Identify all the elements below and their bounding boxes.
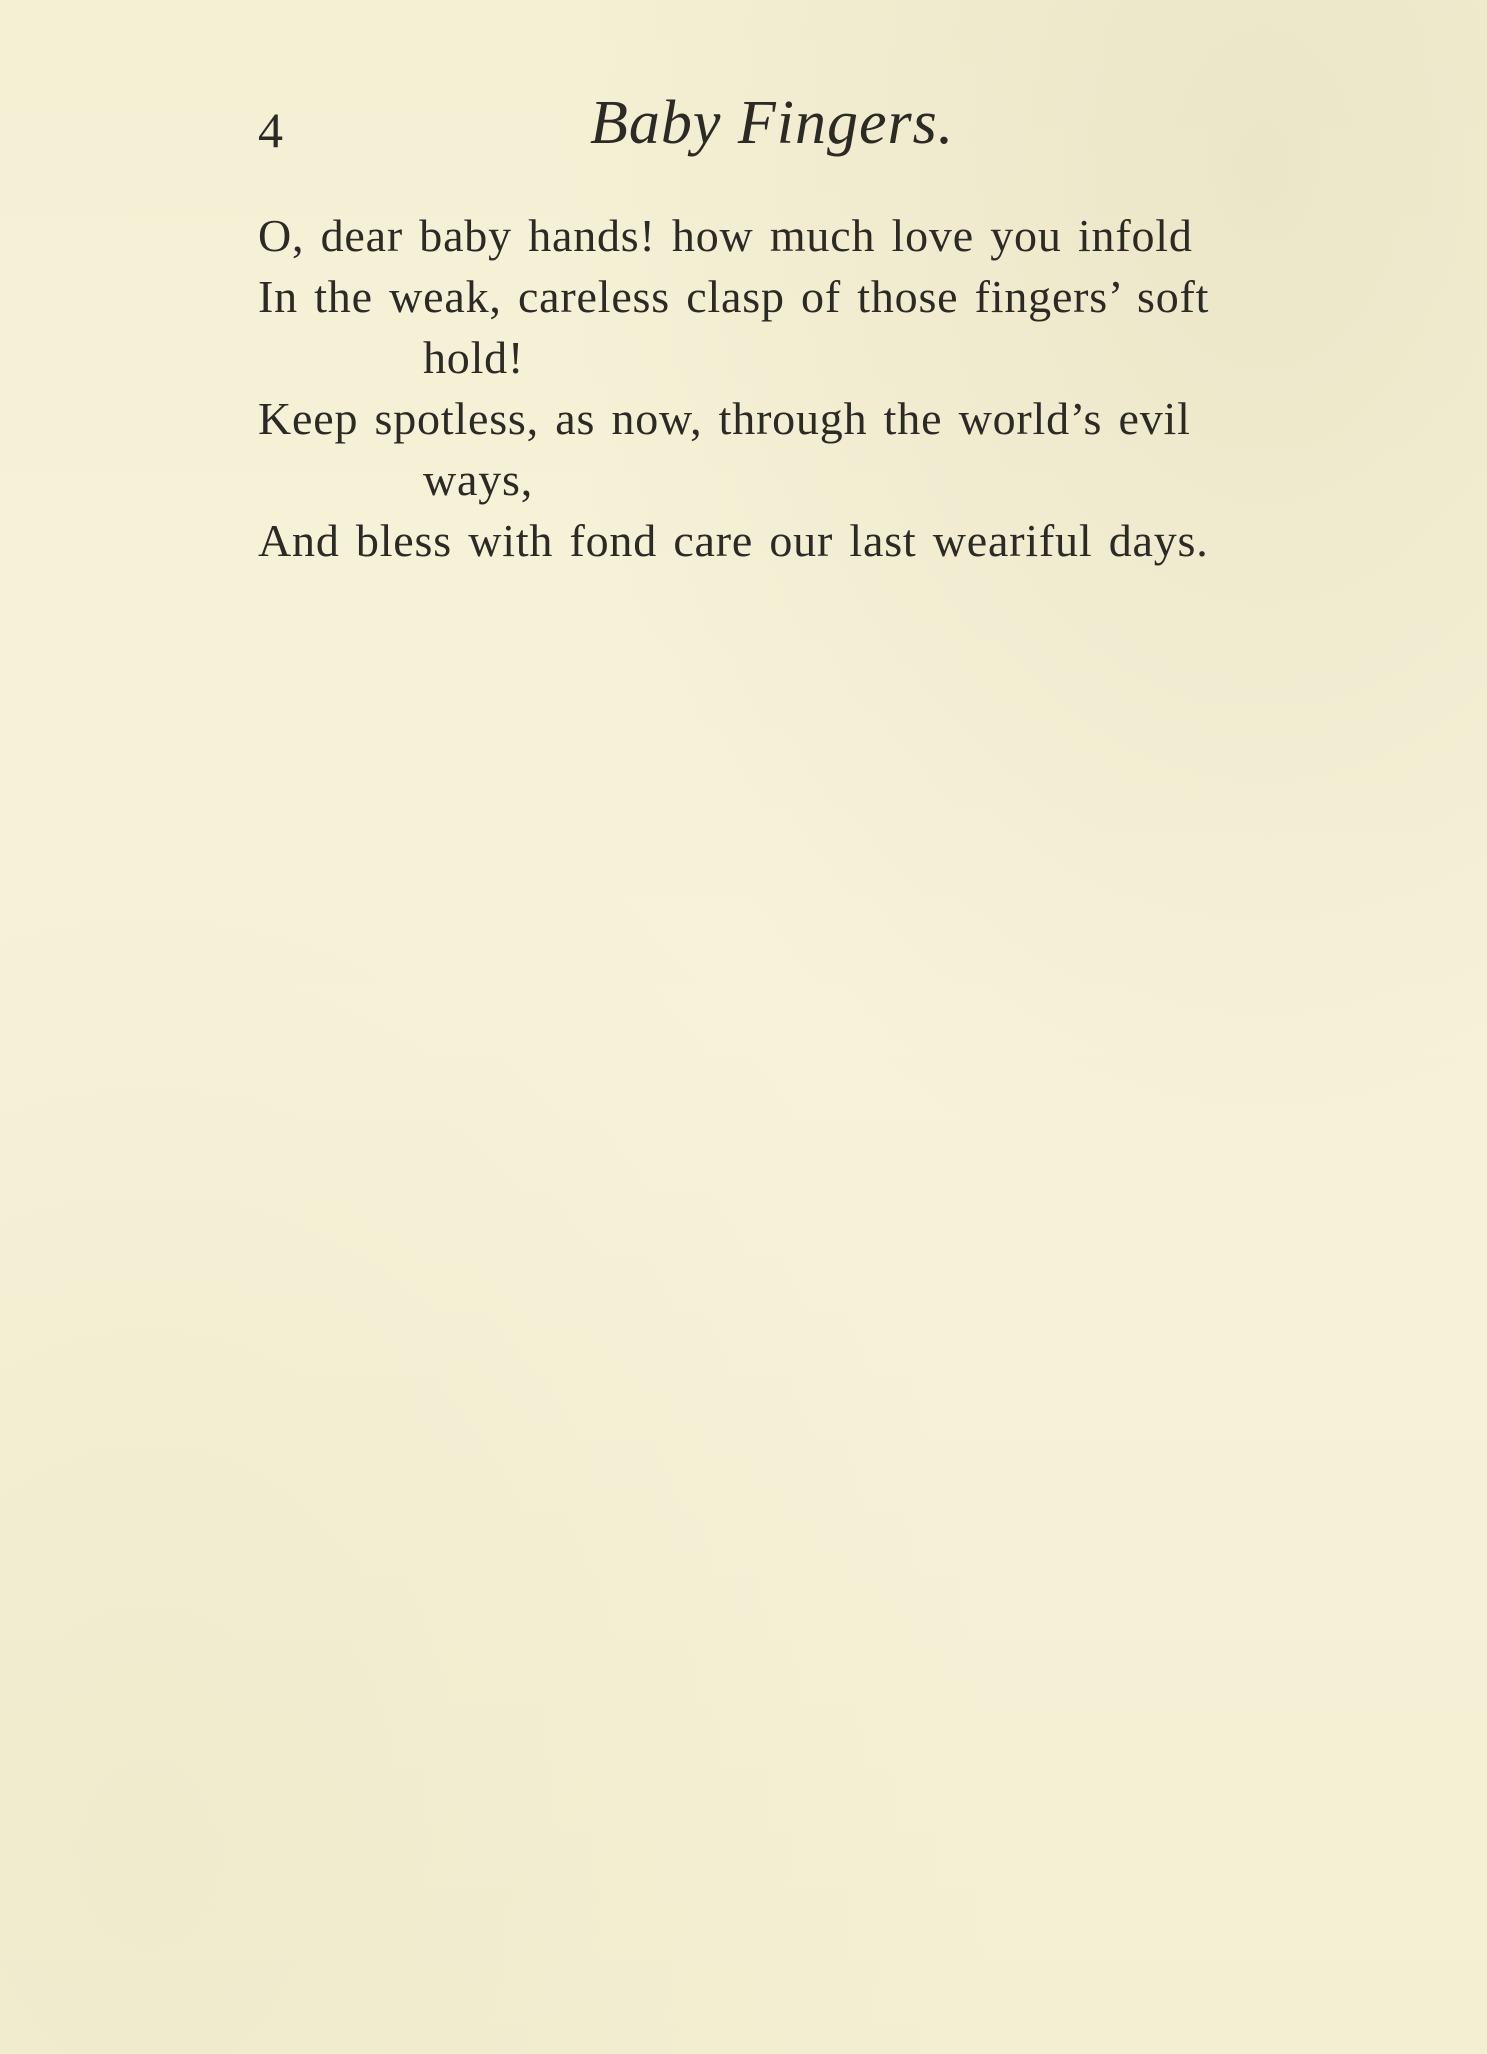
verse-line: In the weak, careless clasp of those fingers’ soft: [258, 271, 1210, 322]
poem-stanza: [258, 205, 1338, 571]
page-number: 4: [258, 102, 283, 158]
running-head: [258, 88, 1018, 168]
running-title: Baby Fingers.: [590, 89, 955, 157]
verse-line-turnover: ways,: [423, 454, 534, 505]
verse-line: Keep spotless, as now, through the world’s evil: [258, 393, 1191, 444]
verse-line: O, dear baby hands! how much love you infold: [258, 210, 1193, 261]
verse-line: And bless with fond care our last weariful days.: [258, 515, 1209, 566]
verse-line-turnover: hold!: [423, 332, 525, 383]
